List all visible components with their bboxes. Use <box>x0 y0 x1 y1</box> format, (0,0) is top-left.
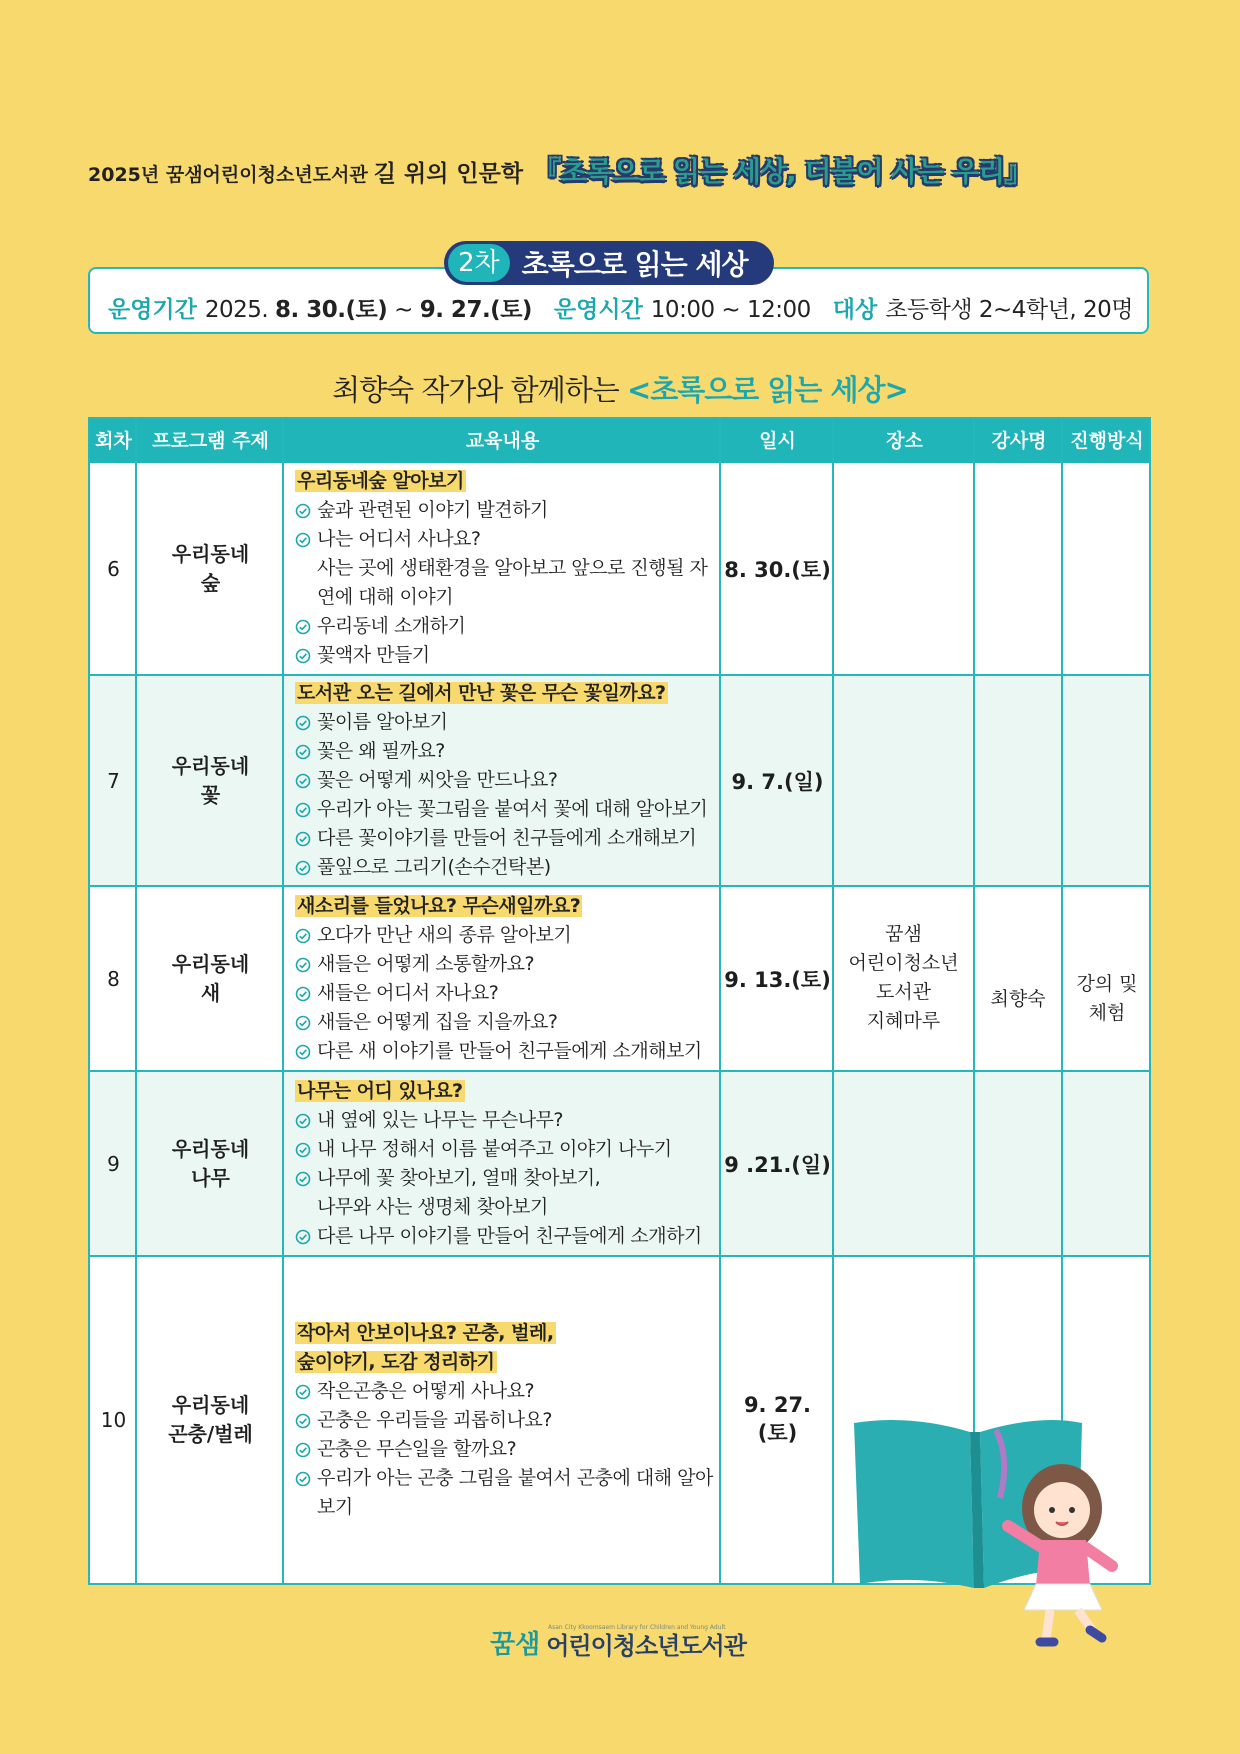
content-heading: 도서관 오는 길에서 만난 꽃은 무슨 꽃일까요? <box>297 682 666 704</box>
girl-skirt <box>1024 1584 1102 1610</box>
time-info <box>554 291 811 324</box>
content-heading: 나무는 어디 있나요? <box>297 1079 463 1102</box>
content-heading: 우리동네숲 알아보기 <box>297 470 464 492</box>
session-pill <box>444 241 774 285</box>
content-item: 꽃은 어떻게 씨앗을 만드나요? <box>295 766 707 795</box>
check-circle-icon <box>295 648 311 664</box>
content-item: 내 옆에 있는 나무는 무슨나무? <box>295 1106 702 1135</box>
row-date: 9. 13.(토) <box>724 967 831 992</box>
schedule-table <box>88 417 1151 1585</box>
check-circle-icon <box>295 986 311 1002</box>
header-topic: 프로그램 주제 <box>152 430 269 452</box>
check-circle-icon <box>295 619 311 635</box>
content-item: 다른 새 이야기를 만들어 친구들에게 소개해보기 <box>295 1037 702 1066</box>
content-item: 다른 꽃이야기를 만들어 친구들에게 소개해보기 <box>295 824 707 853</box>
row-content <box>284 676 721 885</box>
header-title: 『초록으로 읽는 세상, 더불어 사는 우리』 <box>533 155 1032 188</box>
library-logo <box>490 1624 746 1661</box>
content-heading: 작아서 안보이나요? 곤충, 벌레, <box>297 1321 554 1344</box>
check-circle-icon <box>295 1442 311 1458</box>
header-method: 진행방식 <box>1070 430 1144 452</box>
method-cell <box>1063 463 1151 1583</box>
content-item: 새들은 어떻게 소통할까요? <box>295 950 702 979</box>
section-subtitle <box>0 368 1240 409</box>
logo-name: 어린이청소년도서관 <box>546 1632 746 1660</box>
row-date: 8. 30.(토) <box>724 557 831 582</box>
check-circle-icon <box>295 744 311 760</box>
row-number: 10 <box>100 1408 127 1432</box>
check-circle-icon <box>295 1229 311 1245</box>
header-content: 교육내용 <box>465 430 540 452</box>
header-date: 일시 <box>759 430 796 452</box>
target-value: 초등학생 2~4학년, 20명 <box>885 297 1133 323</box>
girl-with-book-illustration <box>850 1418 1140 1658</box>
page-header <box>88 150 1148 190</box>
book-left-page <box>854 1420 974 1588</box>
row-number: 9 <box>107 1151 120 1176</box>
period-year: 2025. <box>204 297 269 323</box>
row-content <box>284 463 721 674</box>
place-cell <box>834 463 973 1583</box>
content-item: 우리가 아는 꽃그림을 붙여서 꽃에 대해 알아보기 <box>295 795 707 824</box>
check-circle-icon <box>295 928 311 944</box>
row-number: 6 <box>107 556 120 581</box>
content-item: 우리동네 소개하기 <box>295 612 721 641</box>
header-place: 장소 <box>886 430 923 452</box>
row-topic: 우리동네 나무 <box>171 1136 250 1190</box>
content-item: 꽃은 왜 필까요? <box>295 737 707 766</box>
subtitle-accent: <초록으로 읽는 세상> <box>626 373 908 407</box>
content-item: 꽃액자 만들기 <box>295 641 721 670</box>
content-item: 곤충은 우리들을 괴롭히나요? <box>295 1406 721 1435</box>
row-content <box>284 1072 721 1255</box>
content-item: 곤충은 무슨일을 할까요? <box>295 1435 721 1464</box>
content-item: 내 나무 정해서 이름 붙여주고 이야기 나누기 <box>295 1135 702 1164</box>
check-circle-icon <box>295 831 311 847</box>
content-item: 나는 어디서 사나요? 사는 곳에 생태환경을 알아보고 앞으로 진행될 자연에 대해 이야기 <box>295 525 721 612</box>
content-item: 새들은 어디서 자나요? <box>295 979 702 1008</box>
header-prefix: 2025년 꿈샘어린이청소년도서관 <box>88 164 368 186</box>
session-number: 2차 <box>448 244 510 282</box>
target-info <box>833 291 1133 324</box>
row-number: 7 <box>107 768 120 793</box>
period-tilde: ~ <box>394 297 413 323</box>
logo-mark: 꿈샘 <box>490 1630 541 1660</box>
header-program: 길 위의 인문학 <box>373 161 524 187</box>
check-circle-icon <box>295 503 311 519</box>
check-circle-icon <box>295 1044 311 1060</box>
row-number: 8 <box>107 966 120 991</box>
time-label: 운영시간 <box>553 297 643 323</box>
check-circle-icon <box>295 1471 311 1487</box>
subtitle-plain: 최향숙 작가와 함께하는 <box>332 373 619 407</box>
check-circle-icon <box>295 1142 311 1158</box>
table-header <box>90 419 1149 463</box>
period-info <box>108 291 532 324</box>
row-topic: 우리동네 꽃 <box>171 753 250 807</box>
place-text: 꿈샘 어린이청소년 도서관 지혜마루 <box>848 923 959 1032</box>
content-item: 풀잎으로 그리기(손수건탁본) <box>295 853 707 882</box>
header-num: 회차 <box>95 430 132 452</box>
row-date: 9. 7.(일) <box>731 769 824 794</box>
girl-leg-left <box>1046 1610 1050 1640</box>
content-item: 우리가 아는 곤충 그림을 붙여서 곤충에 대해 알아보기 <box>295 1464 721 1522</box>
content-item: 새들은 어떻게 집을 지을까요? <box>295 1008 702 1037</box>
period-label: 운영기간 <box>108 297 197 323</box>
content-item: 숲과 관련된 이야기 발견하기 <box>295 496 721 525</box>
row-date: 9 .21.(일) <box>724 1152 831 1177</box>
content-item: 다른 나무 이야기를 만들어 친구들에게 소개하기 <box>295 1222 702 1251</box>
logo-english-name: Asan City Kkoomsaem Library for Children and Young Adult <box>548 1624 726 1631</box>
check-circle-icon <box>295 1171 311 1187</box>
row-topic: 우리동네 숲 <box>171 541 250 595</box>
check-circle-icon <box>295 860 311 876</box>
content-item: 오다가 만난 새의 종류 알아보기 <box>295 921 702 950</box>
target-label: 대상 <box>832 297 878 323</box>
instructor-text: 최향숙 <box>990 987 1046 1010</box>
period-start: 8. 30.(토) <box>275 297 388 323</box>
period-end: 9. 27.(토) <box>419 297 532 323</box>
check-circle-icon <box>295 802 311 818</box>
row-content <box>284 887 721 1070</box>
content-heading: 숲이야기, 도감 정리하기 <box>297 1350 495 1373</box>
check-circle-icon <box>295 1113 311 1129</box>
session-name: 초록으로 읽는 세상 <box>521 248 748 281</box>
row-topic: 우리동네 새 <box>171 951 250 1005</box>
content-item: 작은곤충은 어떻게 사나요? <box>295 1377 721 1406</box>
girl-face <box>1034 1482 1090 1538</box>
check-circle-icon <box>295 1413 311 1429</box>
time-value: 10:00 ~ 12:00 <box>650 297 811 323</box>
header-instructor: 강사명 <box>991 430 1047 452</box>
check-circle-icon <box>295 773 311 789</box>
girl-arm-right <box>1086 1548 1112 1566</box>
check-circle-icon <box>295 1015 311 1031</box>
content-heading: 새소리를 들었나요? 무슨새일까요? <box>297 894 581 917</box>
check-circle-icon <box>295 957 311 973</box>
instructor-cell <box>975 463 1061 1583</box>
check-circle-icon <box>295 532 311 548</box>
check-circle-icon <box>295 1384 311 1400</box>
row-topic: 우리동네 곤충/벌레 <box>168 1393 253 1446</box>
content-item: 나무에 꽃 찾아보기, 열매 찾아보기, 나무와 사는 생명체 찾아보기 <box>295 1164 702 1222</box>
row-content <box>284 1257 721 1583</box>
row-date: 9. 27. (토) <box>743 1393 812 1445</box>
method-text: 강의 및 체험 <box>1076 973 1138 1024</box>
content-item: 꽃이름 알아보기 <box>295 708 707 737</box>
check-circle-icon <box>295 715 311 731</box>
